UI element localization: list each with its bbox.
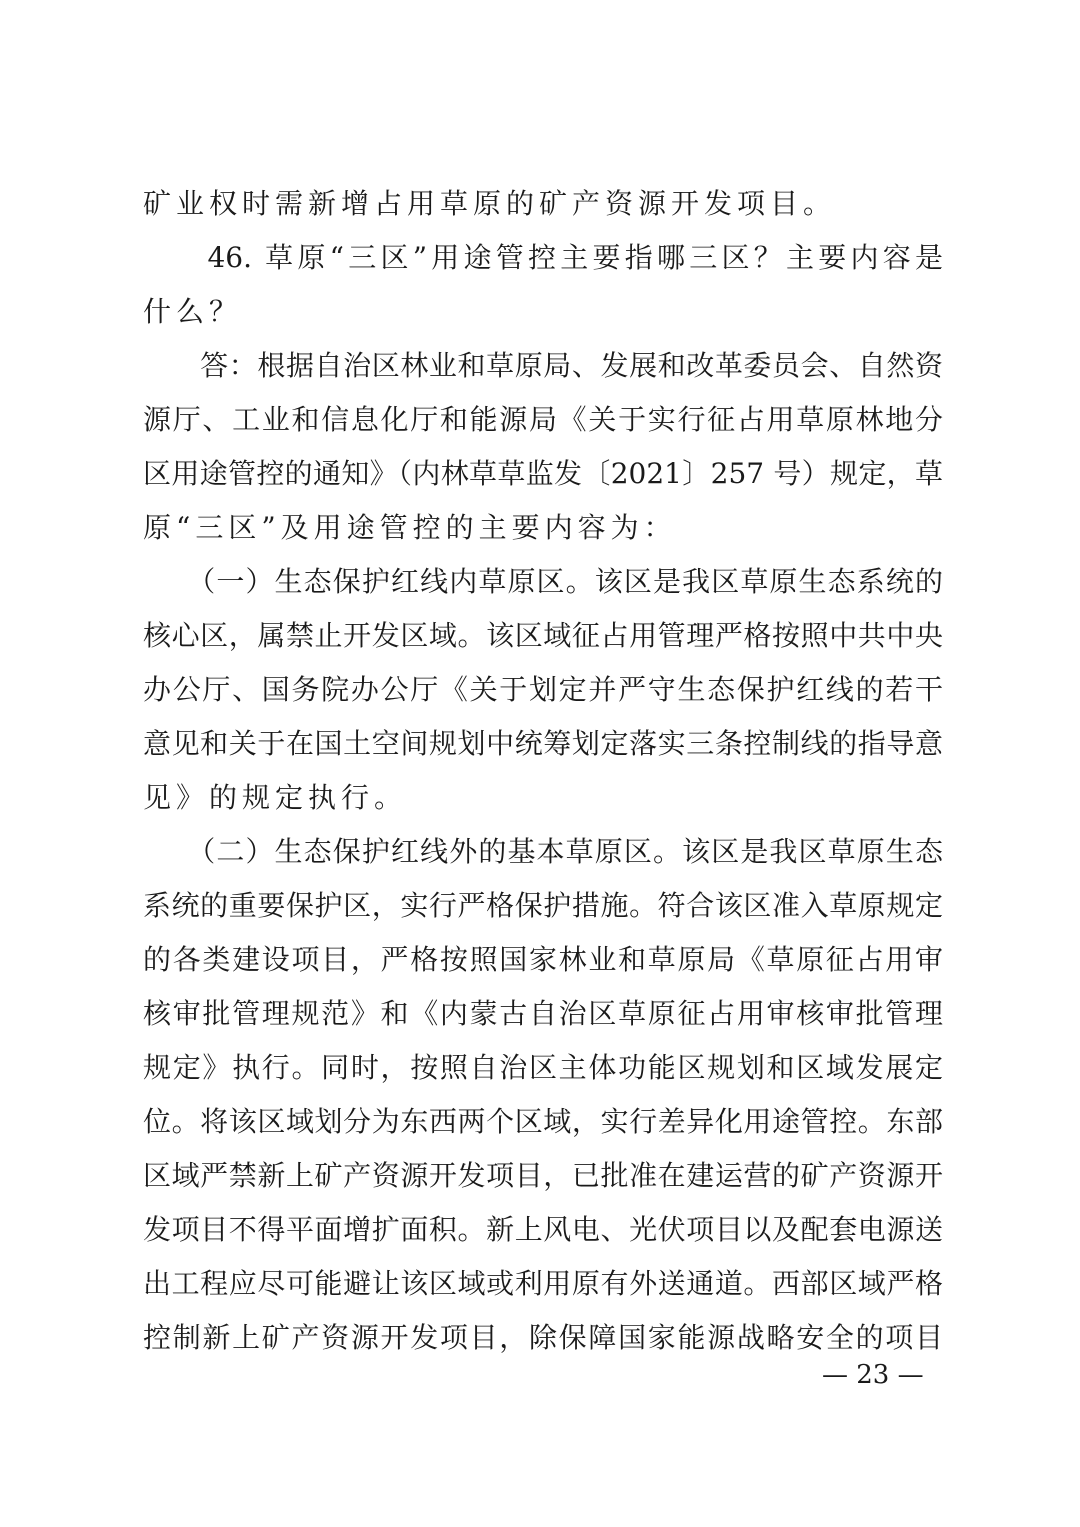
text-line: 源厅、工业和信息化厅和能源局《关于实行征占用草原林地分: [143, 403, 943, 436]
text-line: 答：根据自治区林业和草原局、发展和改革委员会、自然资: [143, 349, 943, 382]
text-line: 核审批管理规范》和《内蒙古自治区草原征占用审核审批管理: [143, 997, 943, 1030]
question-line: 什么？: [143, 295, 243, 328]
text-line: 核心区，属禁止开发区域。该区域征占用管理严格按照中共中央: [143, 619, 943, 652]
question-line: 46. 草原“三区”用途管控主要指哪三区？主要内容是: [143, 241, 943, 274]
text-line: 见》的规定执行。: [143, 781, 408, 814]
text-line: 规定》执行。同时，按照自治区主体功能区规划和区域发展定: [143, 1051, 943, 1084]
text-line: 区域严禁新上矿产资源开发项目，已批准在建运营的矿产资源开: [143, 1159, 943, 1192]
text-line: 意见和关于在国土空间规划中统筹划定落实三条控制线的指导意: [143, 727, 943, 760]
text-line: 发项目不得平面增扩面积。新上风电、光伏项目以及配套电源送: [143, 1213, 943, 1246]
text-line: 控制新上矿产资源开发项目，除保障国家能源战略安全的项目: [143, 1321, 943, 1354]
text-line: （一）生态保护红线内草原区。该区是我区草原生态系统的: [143, 565, 943, 598]
text-line: （二）生态保护红线外的基本草原区。该区是我区草原生态: [143, 835, 943, 868]
text-line: 位。将该区域划分为东西两个区域，实行差异化用途管控。东部: [143, 1105, 943, 1138]
text-line: 区用途管控的通知》（内林草草监发〔2021〕257 号）规定，草: [143, 457, 943, 490]
page-number: — 23 —: [822, 1360, 924, 1390]
text-line: 系统的重要保护区，实行严格保护措施。符合该区准入草原规定: [143, 889, 943, 922]
text-line: 出工程应尽可能避让该区域或利用原有外送通道。西部区域严格: [143, 1267, 943, 1300]
text-line: 原“三区”及用途管控的主要内容为：: [143, 511, 677, 544]
text-line: 的各类建设项目，严格按照国家林业和草原局《草原征占用审: [143, 943, 943, 976]
body-text: [143, 177, 943, 1365]
text-line: 矿业权时需新增占用草原的矿产资源开发项目。: [143, 187, 837, 220]
text-line: 办公厅、国务院办公厅《关于划定并严守生态保护红线的若干: [143, 673, 943, 706]
